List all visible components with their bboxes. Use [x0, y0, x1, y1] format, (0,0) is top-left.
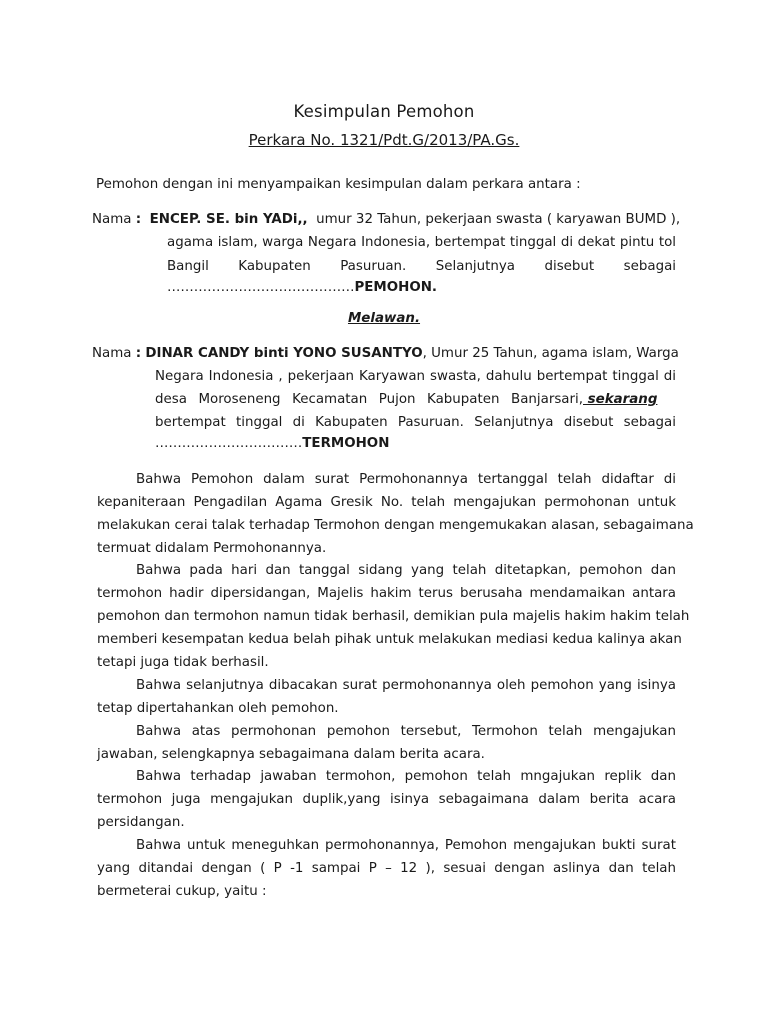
paragraph-5-line: termohon juga mengajukan duplik,yang isinya sebagaimana dalam berita acara	[97, 792, 676, 807]
party2-label: Nama	[92, 346, 132, 361]
paragraph-1-line: termuat didalam Permohonannya.	[97, 541, 327, 556]
paragraph-5-line: Bahwa terhadap jawaban termohon, pemohon telah mngajukan replik dan	[136, 769, 676, 784]
intro-text: Pemohon dengan ini menyampaikan kesimpulan dalam perkara antara :	[96, 177, 581, 192]
paragraph-2-line: memberi kesempatan kedua belah pihak untuk melakukan mediasi kedua kalinya akan	[97, 632, 682, 647]
party1-label: Nama	[92, 212, 132, 227]
party2-line1: Nama : DINAR CANDY binti YONO SUSANTYO, Umur 25 Tahun, agama islam, Warga	[92, 346, 679, 361]
paragraph-2-line: pemohon dan termohon namun tidak berhasil, demikian pula majelis hakim hakim telah	[97, 609, 690, 624]
paragraph-2-line: termohon hadir dipersidangan, Majelis hakim terus berusaha mendamaikan antara	[97, 586, 676, 601]
paragraph-4-line: jawaban, selengkapnya sebagaimana dalam berita acara.	[97, 747, 485, 762]
party2-role: TERMOHON	[302, 436, 390, 451]
paragraph-3-line: tetap dipertahankan oleh pemohon.	[97, 701, 339, 716]
paragraph-2-line: tetapi juga tidak berhasil.	[97, 655, 269, 670]
party2-now-emph: sekarang	[583, 392, 658, 407]
case-number: Perkara No. 1321/Pdt.G/2013/PA.Gs.	[248, 131, 520, 149]
party2-line4: bertempat tinggal di Kabupaten Pasuruan. Selanjutnya disebut sebagai	[155, 415, 676, 430]
party2-name: DINAR CANDY binti YONO SUSANTYO	[145, 346, 423, 361]
paragraph-1-line: melakukan cerai talak terhadap Termohon dengan mengemukakan alasan, sebagaimana	[97, 518, 694, 533]
paragraph-4-line: Bahwa atas permohonan pemohon tersebut, Termohon telah mengajukan	[136, 724, 676, 739]
party1-line2: agama islam, warga Negara Indonesia, bertempat tinggal di dekat pintu tol	[167, 235, 676, 250]
party2-line2: Negara Indonesia , pekerjaan Karyawan swasta, dahulu bertempat tinggal di	[155, 369, 676, 384]
party1-line3: Bangil Kabupaten Pasuruan. Selanjutnya disebut sebagai	[167, 259, 676, 274]
paragraph-5-line: persidangan.	[97, 815, 185, 830]
paragraph-6-line: Bahwa untuk meneguhkan permohonannya, Pemohon mengajukan bukti surat	[136, 838, 676, 853]
party1-dots: ……………………………………	[167, 280, 355, 295]
party1-line1-rest: umur 32 Tahun, pekerjaan swasta ( karyawan BUMD ),	[316, 212, 681, 227]
paragraph-2-line: Bahwa pada hari dan tanggal sidang yang telah ditetapkan, pemohon dan	[136, 563, 676, 578]
party1-role: PEMOHON.	[354, 280, 438, 295]
party2-line5	[155, 436, 389, 451]
party2-line1-rest: , Umur 25 Tahun, agama islam, Warga	[422, 346, 679, 361]
paragraph-3-line: Bahwa selanjutnya dibacakan surat permohonannya oleh pemohon yang isinya	[136, 678, 676, 693]
paragraph-6-line: bermeterai cukup, yaitu :	[97, 884, 267, 899]
party1-name: ENCEP. SE. bin YADi,,	[149, 212, 308, 227]
party2-dots: ……………………………	[155, 436, 303, 451]
paragraph-1-line: Bahwa Pemohon dalam surat Permohonannya tertanggal telah didaftar di	[136, 472, 676, 487]
party2-line3-start: desa Moroseneng Kecamatan Pujon Kabupaten Banjarsari,	[155, 392, 583, 407]
versus-heading: Melawan.	[347, 311, 421, 326]
paragraph-1-line: kepaniteraan Pengadilan Agama Gresik No. telah mengajukan permohonan untuk	[97, 495, 676, 510]
party1-line4	[167, 280, 437, 295]
paragraph-6-line: yang ditandai dengan ( P -1 sampai P – 12 ), sesuai dengan aslinya dan telah	[97, 861, 676, 876]
party1-line1: Nama : ENCEP. SE. bin YADi,, umur 32 Tahun, pekerjaan swasta ( karyawan BUMD ),	[92, 212, 681, 227]
party2-line3	[155, 392, 676, 407]
document-title: Kesimpulan Pemohon	[293, 102, 475, 121]
